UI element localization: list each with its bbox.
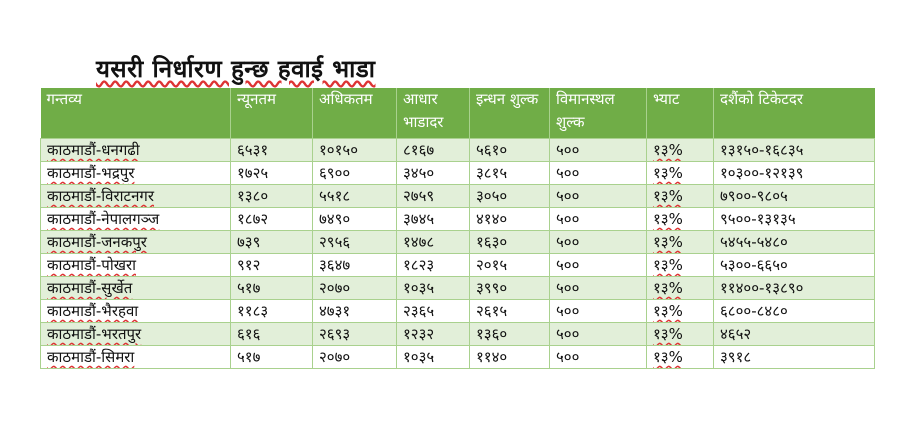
table-cell: ३९९० (470, 277, 550, 300)
table-cell: ५५१८ (313, 185, 397, 208)
table-cell: ५६१० (470, 139, 550, 162)
table-cell: १३% (647, 346, 714, 369)
table-cell: ५३००-६६५० (714, 254, 875, 277)
route-cell: काठमाडौं-भैरहवा (41, 300, 231, 323)
table-cell: १०१५० (313, 139, 397, 162)
table-cell: १३८० (231, 185, 313, 208)
table-cell: १३% (647, 139, 714, 162)
table-cell: ६९०० (313, 162, 397, 185)
table-cell: १३% (647, 231, 714, 254)
table-cell: ७३९ (231, 231, 313, 254)
column-header: इन्धन शुल्क (470, 88, 550, 139)
table-body (41, 139, 875, 369)
airfare-table (40, 88, 875, 369)
table-cell: ६५३१ (231, 139, 313, 162)
table-cell: १०३००-१२१३९ (714, 162, 875, 185)
table-cell: १३% (647, 185, 714, 208)
table-cell: ५०० (550, 139, 647, 162)
route-cell: काठमाडौं-भरतपुर (41, 323, 231, 346)
table-cell: १६३० (470, 231, 550, 254)
table-cell: २०७० (313, 277, 397, 300)
table-cell: ७४९० (313, 208, 397, 231)
table-cell: १४७८ (397, 231, 470, 254)
route-cell: काठमाडौं-जनकपुर (41, 231, 231, 254)
table-cell: ११४० (470, 346, 550, 369)
table-cell: १८७२ (231, 208, 313, 231)
table-cell: ५०० (550, 277, 647, 300)
column-header: गन्तव्य (41, 88, 231, 139)
table-cell: १३% (647, 277, 714, 300)
table-row (41, 300, 875, 323)
table-cell: २७५९ (397, 185, 470, 208)
page-title-text: यसरी निर्धारण हुन्छ हवाई भाडा (96, 55, 376, 83)
table-cell: ५१७ (231, 346, 313, 369)
table-row (41, 162, 875, 185)
table-cell: २६१५ (470, 300, 550, 323)
column-header: आधार भाडादर (397, 88, 470, 139)
table-row (41, 139, 875, 162)
table-cell: १३% (647, 300, 714, 323)
table-cell: ३७४५ (397, 208, 470, 231)
table-cell: ४७३१ (313, 300, 397, 323)
table-cell: ३४५० (397, 162, 470, 185)
table-row (41, 254, 875, 277)
column-header: भ्याट (647, 88, 714, 139)
table-row (41, 231, 875, 254)
table-cell: २६९३ (313, 323, 397, 346)
table-row (41, 323, 875, 346)
table-cell: ५४५५-५४८० (714, 231, 875, 254)
column-header: विमानस्थल शुल्क (550, 88, 647, 139)
table-cell: २९५६ (313, 231, 397, 254)
table-cell: १३% (647, 208, 714, 231)
route-cell: काठमाडौं-विराटनगर (41, 185, 231, 208)
table-row (41, 346, 875, 369)
column-header: न्यूनतम (231, 88, 313, 139)
table-cell: ५०० (550, 185, 647, 208)
table-row (41, 185, 875, 208)
table-cell: २०१५ (470, 254, 550, 277)
table-cell: ५०० (550, 300, 647, 323)
table-cell: ५०० (550, 162, 647, 185)
route-cell: काठमाडौं-सुर्खेत (41, 277, 231, 300)
table-row (41, 208, 875, 231)
table-cell: ६१६ (231, 323, 313, 346)
table-cell: १३% (647, 323, 714, 346)
table-cell: ९१२ (231, 254, 313, 277)
table-cell: ५०० (550, 208, 647, 231)
table-cell: ९५००-१३१३५ (714, 208, 875, 231)
table-cell: १०३५ (397, 346, 470, 369)
table-cell: ६८००-८४८० (714, 300, 875, 323)
column-header: दशैंको टिकेटदर (714, 88, 875, 139)
table-cell: ५०० (550, 231, 647, 254)
table-cell: ३८१५ (470, 162, 550, 185)
header-row (41, 88, 875, 139)
table-cell: ७९००-९८०५ (714, 185, 875, 208)
table-cell: ३९१८ (714, 346, 875, 369)
table-cell: ४१४० (470, 208, 550, 231)
table-cell: ५०० (550, 254, 647, 277)
route-cell: काठमाडौं-भद्रपुर (41, 162, 231, 185)
table-cell: ४६५२ (714, 323, 875, 346)
column-header: अधिकतम (313, 88, 397, 139)
route-cell: काठमाडौं-पोखरा (41, 254, 231, 277)
table-cell: ११४००-१३८९० (714, 277, 875, 300)
table-cell: १८२३ (397, 254, 470, 277)
table-cell: ११८३ (231, 300, 313, 323)
table-cell: ५०० (550, 323, 647, 346)
route-cell: काठमाडौं-सिमरा (41, 346, 231, 369)
table-cell: १३१५०-१६८३५ (714, 139, 875, 162)
table-cell: १७२५ (231, 162, 313, 185)
table-header (41, 88, 875, 139)
table-cell: २३६५ (397, 300, 470, 323)
page-title (96, 52, 375, 85)
route-cell: काठमाडौं-नेपालगञ्ज (41, 208, 231, 231)
table-row (41, 277, 875, 300)
table-cell: २०७० (313, 346, 397, 369)
table-cell: १२३२ (397, 323, 470, 346)
table-cell: ८१६७ (397, 139, 470, 162)
table-cell: ५०० (550, 346, 647, 369)
table-cell: १३६० (470, 323, 550, 346)
table-cell: १३% (647, 162, 714, 185)
table-cell: १०३५ (397, 277, 470, 300)
table-cell: ३६४७ (313, 254, 397, 277)
route-cell: काठमाडौं-धनगढी (41, 139, 231, 162)
table-cell: ३०५० (470, 185, 550, 208)
table-cell: ५१७ (231, 277, 313, 300)
table-cell: १३% (647, 254, 714, 277)
